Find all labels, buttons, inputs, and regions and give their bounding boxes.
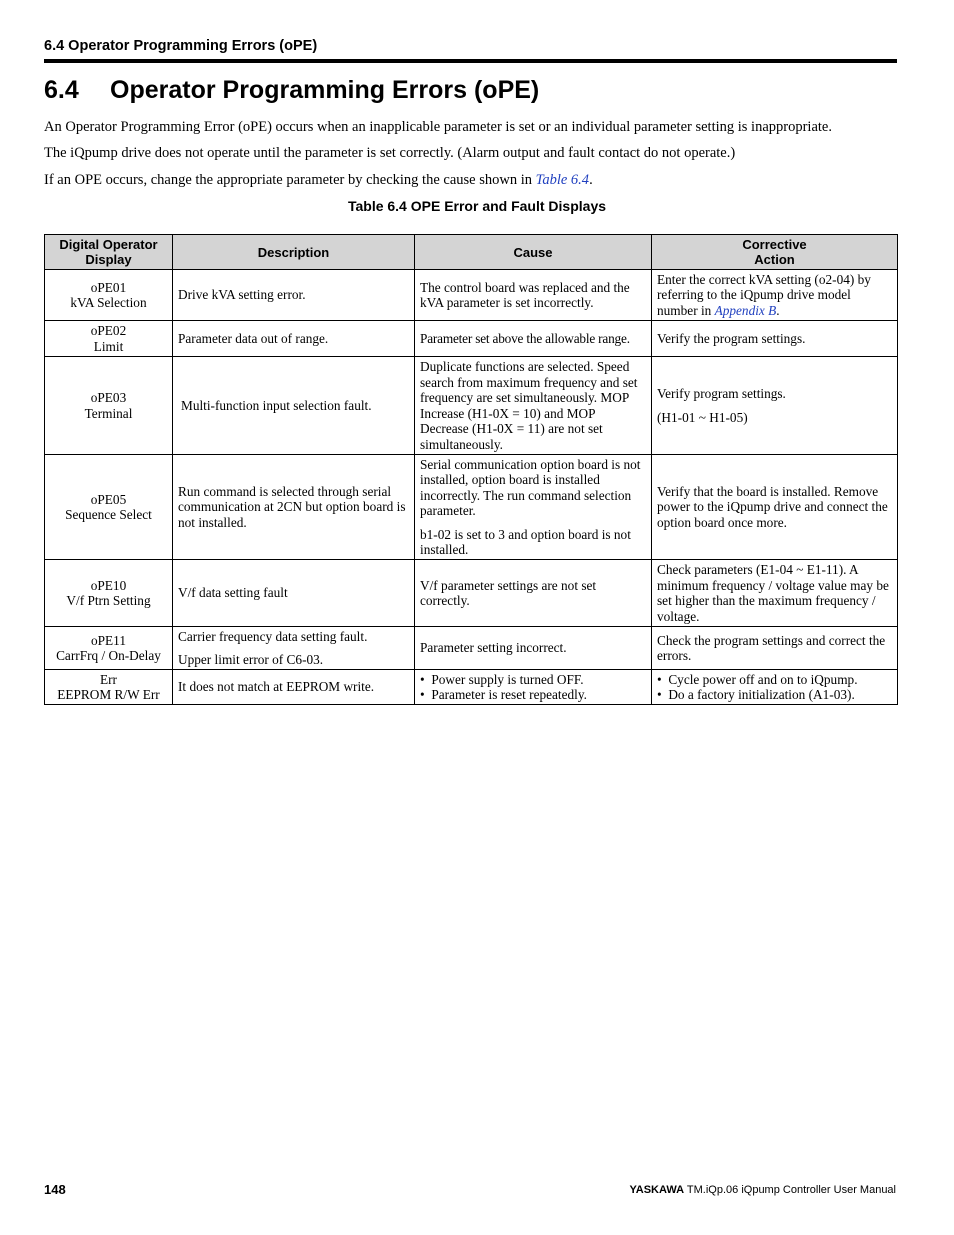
description-line-2: Upper limit error of C6-03.	[178, 652, 324, 667]
action-cell: Verify that the board is installed. Remove power to the iQpump drive and connect the option board once more.	[652, 455, 898, 560]
table-row	[45, 270, 898, 321]
display-cell	[45, 270, 173, 321]
cause-cell	[415, 455, 652, 560]
cause-cell: Duplicate functions are selected. Speed search from maximum frequency and set frequency are set simultaneously. MOP Increase (H1-0X = 10) and MOP Decrease (H1-0X = 11) are not set simultaneously.	[415, 357, 652, 455]
action-text: Enter the correct kVA setting (o2-04) by referring to the iQpump drive model number in	[657, 271, 871, 318]
table-row	[45, 357, 898, 455]
description-cell: Drive kVA setting error.	[173, 270, 415, 321]
intro-paragraph-2: The iQpump drive does not operate until the parameter is set correctly. (Alarm output and fault contact do not operate.)	[44, 145, 736, 161]
table-caption: Table 6.4 OPE Error and Fault Displays	[347, 198, 607, 214]
header-display-line1: Digital Operator	[59, 237, 158, 252]
table-row	[45, 321, 898, 357]
error-code: oPE03	[90, 390, 127, 405]
table-row	[45, 455, 898, 560]
action-cell: Check parameters (E1-04 ~ E1-11). A minimum frequency / voltage value may be set higher than the maximum frequency / voltage.	[652, 560, 898, 627]
action-cell: Check the program settings and correct the errors.	[652, 627, 898, 670]
footer-brand: YASKAWA	[629, 1184, 685, 1196]
action-end: .	[776, 302, 780, 318]
table-header-row	[45, 235, 898, 270]
action-line-2: (H1-01 ~ H1-05)	[657, 409, 748, 425]
intro-paragraph-3	[44, 172, 593, 189]
cause-cell: V/f parameter settings are not set correctly.	[415, 560, 652, 627]
error-name: Terminal	[84, 405, 133, 421]
display-cell	[45, 560, 173, 627]
section-number: 6.4	[44, 76, 79, 104]
table-row	[45, 560, 898, 627]
action-cell	[652, 357, 898, 455]
table-link[interactable]: Table 6.4	[535, 172, 590, 188]
description-cell: V/f data setting fault	[173, 560, 415, 627]
cause-bullet-text: Power supply is turned OFF.	[431, 671, 584, 687]
action-bullet-text: Cycle power off and on to iQpump.	[668, 671, 858, 687]
appendix-link[interactable]: Appendix B	[714, 302, 777, 318]
error-code: oPE02	[90, 323, 127, 338]
cause-cell: Parameter setting incorrect.	[415, 627, 652, 670]
error-code: oPE11	[91, 632, 126, 648]
header-action	[652, 235, 898, 270]
footer-doc-title	[629, 1184, 896, 1196]
header-rule	[44, 59, 897, 63]
cause-cell: The control board was replaced and the kVA parameter is set incorrectly.	[415, 270, 652, 321]
table-row	[45, 670, 898, 705]
section-title	[44, 76, 539, 105]
error-name: kVA Selection	[70, 295, 147, 310]
cause-bullet-1: • Power supply is turned OFF.	[420, 671, 584, 687]
header-display-line2: Display	[85, 252, 132, 267]
cause-line-1: Serial communication option board is not installed, option board is installed incorrectly. The run command selection parameter.	[420, 456, 641, 518]
action-bullet-2: • Do a factory initialization (A1-03).	[657, 687, 855, 702]
description-cell: Multi-function input selection fault.	[173, 357, 415, 455]
header-cause: Cause	[415, 235, 652, 270]
error-name: EEPROM R/W Err	[57, 687, 160, 702]
header-description: Description	[173, 235, 415, 270]
cause-line-2: b1-02 is set to 3 and option board is not installed.	[420, 526, 631, 557]
display-cell	[45, 670, 173, 705]
p3-end: .	[589, 172, 593, 188]
action-bullet-1: • Cycle power off and on to iQpump.	[657, 671, 858, 687]
section-title-text: Operator Programming Errors (oPE)	[110, 76, 540, 104]
error-name: Sequence Select	[65, 507, 152, 522]
footer-title-text: TM.iQp.06 iQpump Controller User Manual	[684, 1184, 896, 1196]
error-name: Limit	[93, 338, 124, 354]
display-cell	[45, 627, 173, 670]
action-cell	[652, 670, 898, 705]
table-row	[45, 627, 898, 670]
display-cell	[45, 357, 173, 455]
header-action-line1: Corrective	[742, 237, 807, 252]
error-name: CarrFrq / On-Delay	[56, 648, 161, 663]
running-header: 6.4 Operator Programming Errors (oPE)	[44, 38, 318, 54]
p3-text: If an OPE occurs, change the appropriate parameter by checking the cause shown in	[44, 172, 536, 188]
header-action-line2: Action	[754, 252, 795, 267]
action-cell: Verify the program settings.	[652, 321, 898, 357]
error-code: oPE05	[90, 491, 127, 507]
display-cell	[45, 455, 173, 560]
error-code: Err	[100, 671, 117, 687]
action-line-1: Verify program settings.	[657, 386, 786, 401]
header-display	[45, 235, 173, 270]
cause-cell: Parameter set above the allowable range.	[415, 321, 652, 357]
description-cell: It does not match at EEPROM write.	[173, 670, 415, 705]
description-cell: Run command is selected through serial communication at 2CN but option board is not installed.	[173, 455, 415, 560]
cause-bullet-text: Parameter is reset repeatedly.	[431, 687, 587, 702]
description-line-1: Carrier frequency data setting fault.	[178, 628, 368, 644]
description-cell	[173, 627, 415, 670]
intro-paragraph-1: An Operator Programming Error (oPE) occurs when an inapplicable parameter is set or an individual parameter setting is inappropriate.	[44, 119, 832, 135]
page-number: 148	[44, 1182, 66, 1197]
display-cell	[45, 321, 173, 357]
error-name: V/f Ptrn Setting	[66, 593, 151, 608]
ope-error-table	[44, 234, 898, 705]
cause-cell	[415, 670, 652, 705]
error-code: oPE10	[90, 577, 127, 593]
description-cell: Parameter data out of range.	[173, 321, 415, 357]
action-bullet-text: Do a factory initialization (A1-03).	[668, 687, 855, 702]
cause-bullet-2: • Parameter is reset repeatedly.	[420, 687, 587, 702]
action-cell	[652, 270, 898, 321]
error-code: oPE01	[90, 279, 127, 295]
